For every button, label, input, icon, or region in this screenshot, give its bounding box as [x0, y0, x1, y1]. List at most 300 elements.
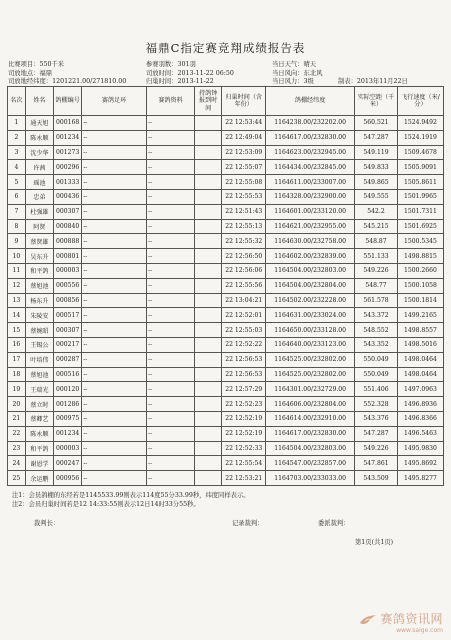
header-loft-id: 鸽棚编号: [53, 87, 81, 116]
cell-ring: --: [82, 234, 147, 249]
cell-coords: 1164502.00/232228.00: [266, 293, 355, 308]
cell-rank: 13: [8, 293, 26, 308]
watermark-brand: 赛鸽资讯网: [359, 610, 443, 627]
cell-speed: 1505.9091: [397, 160, 443, 175]
cell-distance: 551.133: [355, 249, 398, 264]
cell-ring: --: [82, 367, 147, 382]
cell-arrival-time: 22 12:55:03: [222, 323, 266, 338]
cell-coords: 1164611.00/233007.00: [266, 175, 355, 190]
info-col-right: [272, 61, 322, 87]
cell-ring: --: [82, 293, 147, 308]
table-row: [8, 426, 444, 441]
cell-coords: 1164631.00/233024.00: [266, 308, 355, 323]
cell-pigeon-info: --: [147, 352, 195, 367]
release-time: 司放时间：2013-11-22 06:50: [146, 69, 234, 77]
header-ring: 赛鸽足环: [82, 87, 147, 116]
table-row: [8, 175, 444, 190]
cell-rank: 7: [8, 204, 26, 219]
cell-coords: 1164650.00/233128.00: [266, 323, 355, 338]
cell-loft-id: 000307: [53, 204, 81, 219]
header-speed: 飞行速度（米/分）: [397, 87, 443, 116]
cell-rank: 9: [8, 234, 26, 249]
table-row: [8, 116, 444, 131]
cell-loft-id: 001273: [53, 145, 81, 160]
cell-distance: 551.406: [355, 382, 398, 397]
cell-speed: 1498.0464: [397, 367, 443, 382]
cell-name: 阿贤: [25, 219, 53, 234]
header-distance: 实际空距（千米）: [355, 87, 398, 116]
cell-ring: --: [82, 426, 147, 441]
cell-speed: 1500.1058: [397, 278, 443, 293]
table-row: [8, 219, 444, 234]
cell-speed: 1495.9830: [397, 441, 443, 456]
watermark: [359, 610, 443, 634]
cell-loft-id: 000247: [53, 456, 81, 471]
cell-distance: 549.226: [355, 263, 398, 278]
cell-arrival-time: 22 12:55:56: [222, 278, 266, 293]
cell-pigeon-info: --: [147, 175, 195, 190]
cell-rank: 1: [8, 116, 26, 131]
cell-speed: 1496.8936: [397, 397, 443, 412]
cell-clock-time: [195, 337, 222, 352]
cell-clock-time: [195, 175, 222, 190]
cell-ring: --: [82, 308, 147, 323]
cell-speed: 1495.8277: [397, 471, 443, 486]
cell-rank: 24: [8, 456, 26, 471]
table-row: [8, 323, 444, 338]
cell-loft-id: 000307: [53, 323, 81, 338]
cell-clock-time: [195, 426, 222, 441]
cell-pigeon-info: --: [147, 456, 195, 471]
cell-name: 王瑞光: [25, 382, 53, 397]
cell-distance: 548.87: [355, 234, 398, 249]
wind-direction: 当日风向：东北风: [272, 69, 323, 77]
cell-arrival-time: 22 12:55:08: [222, 175, 266, 190]
cell-clock-time: [195, 367, 222, 382]
cell-ring: --: [82, 204, 147, 219]
cell-pigeon-info: --: [147, 337, 195, 352]
wind-force: 当日风力：3级: [272, 78, 314, 85]
cell-coords: 1164621.00/232955.00: [266, 219, 355, 234]
cell-loft-id: 000801: [53, 249, 81, 264]
cell-pigeon-info: --: [147, 293, 195, 308]
cell-name: 朱陵安: [25, 308, 53, 323]
cell-speed: 1509.4678: [397, 145, 443, 160]
table-row: [8, 160, 444, 175]
table-row: [8, 337, 444, 352]
cell-clock-time: [195, 323, 222, 338]
cell-speed: 1501.9965: [397, 189, 443, 204]
table-row: [8, 130, 444, 145]
cell-name: 蔡贤雄: [25, 234, 53, 249]
return-date: 归巢时间：2013-11-22: [146, 78, 214, 85]
results-table: [7, 86, 444, 486]
cell-coords: 1164617.00/232830.00: [266, 130, 355, 145]
cell-distance: 547.287: [355, 130, 398, 145]
cell-rank: 17: [8, 352, 26, 367]
cell-arrival-time: 22 12:56:53: [222, 352, 266, 367]
cell-distance: 549.865: [355, 175, 398, 190]
cell-clock-time: [195, 116, 222, 131]
cell-name: 王锡公: [25, 337, 53, 352]
cell-pigeon-info: --: [147, 249, 195, 264]
cell-distance: 543.376: [355, 411, 398, 426]
cell-arrival-time: 22 12:52:23: [222, 397, 266, 412]
cell-name: 叶培伟: [25, 352, 53, 367]
cell-speed: 1505.8611: [397, 175, 443, 190]
cell-clock-time: [195, 130, 222, 145]
note-2: 注2：会员归巢时间若是12 14:33:55则表示12日14时33分55秒。: [12, 501, 200, 508]
cell-ring: --: [82, 397, 147, 412]
cell-distance: 542.2: [355, 204, 398, 219]
table-row: [8, 189, 444, 204]
cell-speed: 1497.0963: [397, 382, 443, 397]
cell-coords: 1164606.00/232804.00: [266, 397, 355, 412]
table-row: [8, 234, 444, 249]
cell-ring: --: [82, 189, 147, 204]
cell-rank: 2: [8, 130, 26, 145]
cell-name: 许茜: [25, 160, 53, 175]
cell-arrival-time: 22 12:55:53: [222, 189, 266, 204]
cell-ring: --: [82, 352, 147, 367]
cell-clock-time: [195, 352, 222, 367]
cell-speed: 1501.7311: [397, 204, 443, 219]
cell-arrival-time: 22 12:53:44: [222, 116, 266, 131]
header-rank: 名次: [8, 87, 26, 116]
cell-ring: --: [82, 278, 147, 293]
cell-name: 杜强雄: [25, 204, 53, 219]
weather: 当日天气：晴天: [272, 61, 317, 68]
cell-clock-time: [195, 249, 222, 264]
cell-rank: 10: [8, 249, 26, 264]
report-title: 福鼎C指定赛竞翔成绩报告表: [145, 41, 306, 55]
table-row: [8, 367, 444, 382]
cell-clock-time: [195, 189, 222, 204]
cell-pigeon-info: --: [147, 145, 195, 160]
cell-loft-id: 000120: [53, 382, 81, 397]
cell-ring: --: [82, 441, 147, 456]
table-row: [8, 293, 444, 308]
cell-loft-id: 000003: [53, 263, 81, 278]
cell-distance: 548.77: [355, 278, 398, 293]
cell-clock-time: [195, 145, 222, 160]
cell-speed: 1498.0464: [397, 352, 443, 367]
cell-name: 瑶池: [25, 175, 53, 190]
cell-name: 和平鸽: [25, 441, 53, 456]
cell-distance: 545.215: [355, 219, 398, 234]
watermark-url: www.saige.com: [396, 627, 443, 634]
cell-clock-time: [195, 263, 222, 278]
record-referee-label: 记录裁判：: [232, 520, 264, 527]
release-site: 司放地点：福鼎: [8, 69, 53, 77]
cell-speed: 1500.5345: [397, 234, 443, 249]
cell-ring: --: [82, 456, 147, 471]
cell-coords: 1164525.00/232802.00: [266, 367, 355, 382]
cell-clock-time: [195, 471, 222, 486]
cell-ring: --: [82, 160, 147, 175]
cell-arrival-time: 22 12:52:19: [222, 411, 266, 426]
cell-distance: 552.328: [355, 397, 398, 412]
cell-clock-time: [195, 278, 222, 293]
cell-distance: 543.509: [355, 471, 398, 486]
cell-distance: 561.578: [355, 293, 398, 308]
cell-name: 杨东升: [25, 293, 53, 308]
cell-pigeon-info: --: [147, 263, 195, 278]
table-row: [8, 352, 444, 367]
cell-speed: 1498.5016: [397, 337, 443, 352]
cell-loft-id: 000217: [53, 337, 81, 352]
header-clock-time: 持鸽钟报到时间: [195, 87, 222, 116]
cell-ring: --: [82, 249, 147, 264]
cell-arrival-time: 22 12:53:21: [222, 471, 266, 486]
cell-rank: 22: [8, 426, 26, 441]
cell-rank: 20: [8, 397, 26, 412]
cell-ring: --: [82, 382, 147, 397]
cell-coords: 1164547.00/232857.00: [266, 456, 355, 471]
cell-speed: 1524.1919: [397, 130, 443, 145]
cell-pigeon-info: --: [147, 323, 195, 338]
cell-loft-id: 000003: [53, 441, 81, 456]
cell-loft-id: 001333: [53, 175, 81, 190]
cell-clock-time: [195, 308, 222, 323]
cell-ring: --: [82, 175, 147, 190]
cell-coords: 1164614.00/232910.00: [266, 411, 355, 426]
cell-loft-id: 001286: [53, 397, 81, 412]
table-row: [8, 308, 444, 323]
table-row: [8, 278, 444, 293]
cell-clock-time: [195, 160, 222, 175]
cell-arrival-time: 22 12:53:09: [222, 145, 266, 160]
cell-name: 蔡卿艺: [25, 411, 53, 426]
cell-ring: --: [82, 145, 147, 160]
cell-clock-time: [195, 219, 222, 234]
cell-loft-id: 000287: [53, 352, 81, 367]
cell-pigeon-info: --: [147, 426, 195, 441]
cell-rank: 21: [8, 411, 26, 426]
cell-rank: 16: [8, 337, 26, 352]
cell-distance: 549.833: [355, 160, 398, 175]
cell-name: 蔡旭池: [25, 278, 53, 293]
cell-loft-id: 000517: [53, 308, 81, 323]
cell-coords: 1164434.00/232845.00: [266, 160, 355, 175]
cell-distance: 549.226: [355, 441, 398, 456]
cell-arrival-time: 22 12:52:22: [222, 337, 266, 352]
cell-coords: 1164703.00/233033.00: [266, 471, 355, 486]
cell-loft-id: 000856: [53, 293, 81, 308]
header-name: 姓名: [25, 87, 53, 116]
cell-pigeon-info: --: [147, 219, 195, 234]
cell-speed: 1501.6925: [397, 219, 443, 234]
cell-arrival-time: 22 12:55:13: [222, 219, 266, 234]
cell-coords: 1164623.00/232945.00: [266, 145, 355, 160]
cell-clock-time: [195, 411, 222, 426]
cell-speed: 1498.8557: [397, 323, 443, 338]
cell-pigeon-info: --: [147, 471, 195, 486]
cell-loft-id: 001234: [53, 130, 81, 145]
cell-loft-id: 000888: [53, 234, 81, 249]
cell-pigeon-info: --: [147, 411, 195, 426]
cell-arrival-time: 22 12:57:29: [222, 382, 266, 397]
cell-loft-id: 000436: [53, 189, 81, 204]
cell-distance: 543.372: [355, 308, 398, 323]
cell-name: 余运鹏: [25, 471, 53, 486]
cell-arrival-time: 22 12:56:50: [222, 249, 266, 264]
cell-arrival-time: 22 12:49:04: [222, 130, 266, 145]
cell-name: 和平鸽: [25, 263, 53, 278]
cell-distance: 560.521: [355, 116, 398, 131]
cell-rank: 5: [8, 175, 26, 190]
cell-arrival-time: 22 12:55:54: [222, 456, 266, 471]
cell-arrival-time: 22 12:52:19: [222, 426, 266, 441]
cell-loft-id: 001234: [53, 426, 81, 441]
table-row: [8, 411, 444, 426]
cell-ring: --: [82, 337, 147, 352]
cell-name: 沈少华: [25, 145, 53, 160]
table-row: [8, 382, 444, 397]
race-distance: 比赛项目：550千米: [8, 61, 65, 68]
cell-coords: 1164630.00/232758.00: [266, 234, 355, 249]
cell-clock-time: [195, 293, 222, 308]
cell-arrival-time: 22 12:51:43: [222, 204, 266, 219]
table-row: [8, 471, 444, 486]
cell-rank: 14: [8, 308, 26, 323]
cell-pigeon-info: --: [147, 189, 195, 204]
committee-referee-label: 委派裁判：: [318, 520, 350, 527]
cell-coords: 1164525.00/232802.00: [266, 352, 355, 367]
cell-name: 吴东升: [25, 249, 53, 264]
pigeon-logo-icon: [359, 614, 377, 626]
table-row: [8, 397, 444, 412]
cell-arrival-time: 22 12:55:32: [222, 234, 266, 249]
cell-speed: 1500.1814: [397, 293, 443, 308]
table-body: [8, 116, 444, 486]
entries-count: 参赛羽数：301羽: [146, 61, 196, 68]
cell-loft-id: 000556: [53, 278, 81, 293]
table-row: [8, 441, 444, 456]
cell-distance: 548.552: [355, 323, 398, 338]
cell-clock-time: [195, 234, 222, 249]
cell-loft-id: 000296: [53, 160, 81, 175]
cell-speed: 1496.5463: [397, 426, 443, 441]
cell-speed: 1499.2165: [397, 308, 443, 323]
cell-name: 忠弟: [25, 189, 53, 204]
table-row: [8, 263, 444, 278]
cell-coords: 1164601.00/233120.00: [266, 204, 355, 219]
header-coords: 鸽棚经纬度: [266, 87, 355, 116]
cell-rank: 12: [8, 278, 26, 293]
cell-name: 蔡旭池: [25, 367, 53, 382]
cell-coords: 1164328.00/232900.00: [266, 189, 355, 204]
cell-ring: --: [82, 323, 147, 338]
cell-pigeon-info: --: [147, 367, 195, 382]
cell-rank: 15: [8, 323, 26, 338]
cell-pigeon-info: --: [147, 234, 195, 249]
cell-ring: --: [82, 116, 147, 131]
cell-rank: 19: [8, 382, 26, 397]
header-arrival-time: 归巢时间（含年份）: [222, 87, 266, 116]
cell-ring: --: [82, 471, 147, 486]
header-pigeon-info: 赛鸽资料: [147, 87, 195, 116]
cell-distance: 547.861: [355, 456, 398, 471]
referee-chief-label: 裁判长：: [34, 520, 60, 527]
cell-clock-time: [195, 456, 222, 471]
cell-loft-id: 000956: [53, 471, 81, 486]
cell-name: 陈永顺: [25, 130, 53, 145]
cell-ring: --: [82, 130, 147, 145]
note-1: 注1：会员鸽棚的东经若是1145533.99则表示114度55分33.99秒，纬度同样表示。: [12, 492, 250, 499]
cell-speed: 1498.8815: [397, 249, 443, 264]
cell-pigeon-info: --: [147, 278, 195, 293]
cell-loft-id: 000516: [53, 367, 81, 382]
cell-arrival-time: 22 13:04:21: [222, 293, 266, 308]
cell-distance: 550.049: [355, 367, 398, 382]
cell-rank: 25: [8, 471, 26, 486]
table-row: [8, 204, 444, 219]
cell-name: 通天旭: [25, 116, 53, 131]
cell-distance: 543.352: [355, 337, 398, 352]
cell-speed: 1524.9492: [397, 116, 443, 131]
cell-pigeon-info: --: [147, 204, 195, 219]
cell-name: 蔡婉昭: [25, 323, 53, 338]
cell-pigeon-info: --: [147, 382, 195, 397]
page-number: 第1页(共1页): [355, 539, 394, 546]
cell-ring: --: [82, 263, 147, 278]
cell-rank: 18: [8, 367, 26, 382]
info-col-middle: [146, 61, 234, 87]
cell-speed: 1496.8366: [397, 411, 443, 426]
cell-ring: --: [82, 411, 147, 426]
table-row: [8, 456, 444, 471]
cell-coords: 1164238.00/232202.00: [266, 116, 355, 131]
cell-speed: 1495.8692: [397, 456, 443, 471]
info-col-left: [8, 61, 126, 87]
cell-arrival-time: 22 12:55:07: [222, 160, 266, 175]
cell-arrival-time: 22 12:56:06: [222, 263, 266, 278]
cell-coords: 1164504.00/232803.00: [266, 441, 355, 456]
cell-rank: 11: [8, 263, 26, 278]
cell-pigeon-info: --: [147, 397, 195, 412]
cell-loft-id: 000168: [53, 116, 81, 131]
cell-coords: 1164301.00/232729.00: [266, 382, 355, 397]
cell-coords: 1164617.00/232830.00: [266, 426, 355, 441]
cell-name: 蔡立时: [25, 397, 53, 412]
cell-coords: 1164504.00/232804.00: [266, 278, 355, 293]
cell-loft-id: 000975: [53, 411, 81, 426]
cell-clock-time: [195, 382, 222, 397]
table-row: [8, 249, 444, 264]
cell-coords: 1164602.00/232839.00: [266, 249, 355, 264]
cell-rank: 3: [8, 145, 26, 160]
cell-distance: 549.555: [355, 189, 398, 204]
table-row: [8, 145, 444, 160]
cell-clock-time: [195, 441, 222, 456]
cell-distance: 547.287: [355, 426, 398, 441]
cell-speed: 1500.2660: [397, 263, 443, 278]
cell-ring: --: [82, 219, 147, 234]
cell-clock-time: [195, 204, 222, 219]
cell-distance: 549.119: [355, 145, 398, 160]
cell-pigeon-info: --: [147, 160, 195, 175]
cell-rank: 6: [8, 189, 26, 204]
release-coords: 司放地经纬度：1201221.00/271810.00: [8, 78, 127, 85]
cell-distance: 550.049: [355, 352, 398, 367]
cell-arrival-time: 22 12:52:33: [222, 441, 266, 456]
cell-arrival-time: 22 12:52:01: [222, 308, 266, 323]
cell-arrival-time: 22 12:56:53: [222, 367, 266, 382]
cell-name: 陈永顺: [25, 426, 53, 441]
cell-coords: 1164504.00/232803.00: [266, 263, 355, 278]
cell-pigeon-info: --: [147, 130, 195, 145]
